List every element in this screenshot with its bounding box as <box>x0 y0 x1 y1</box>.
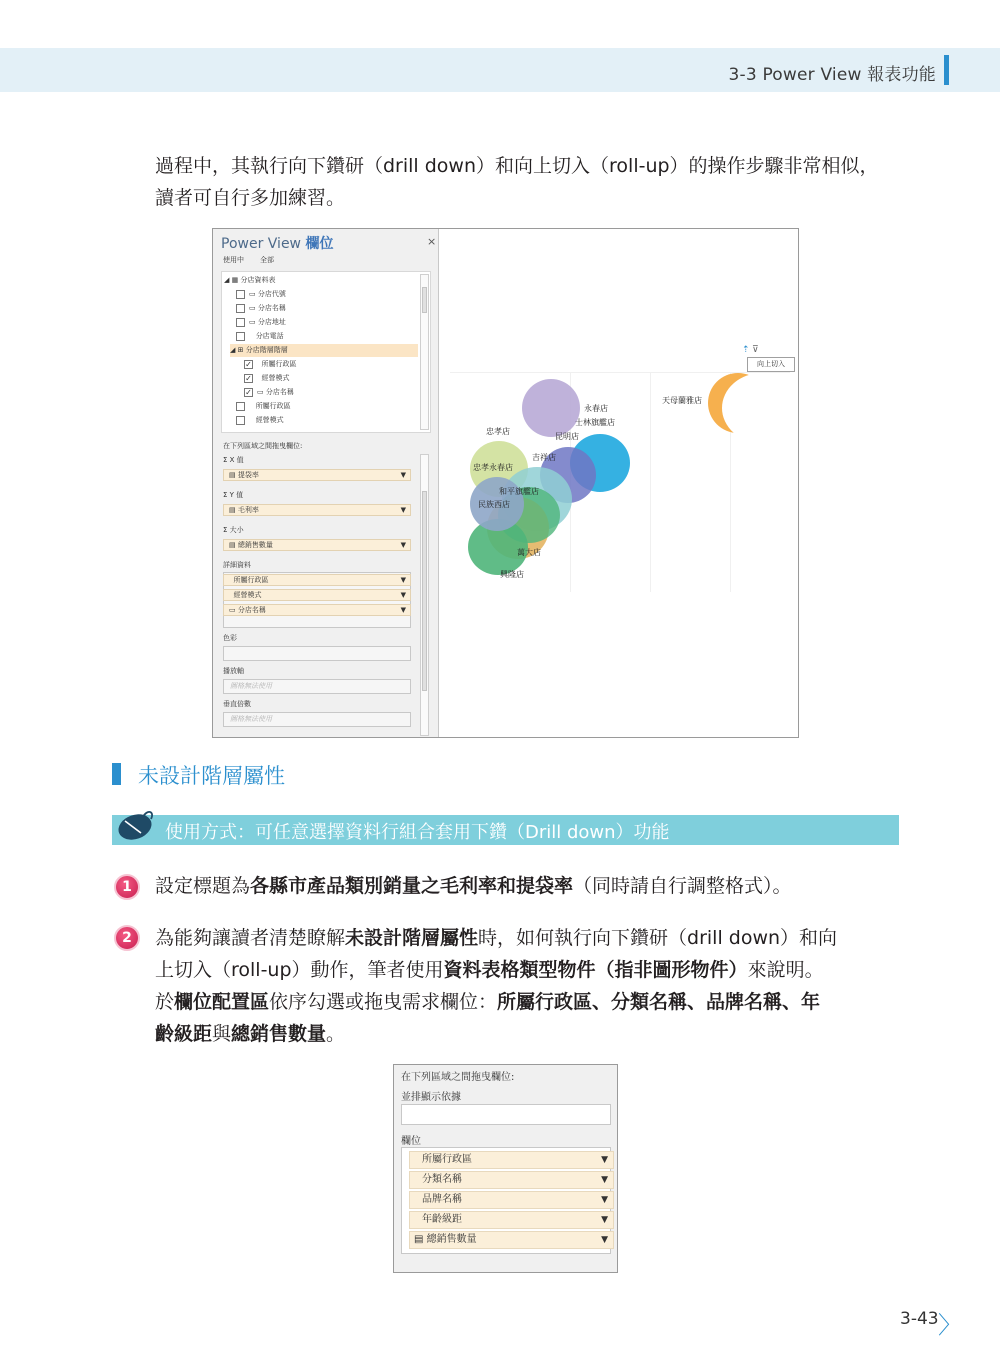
details-label: 詳細資料 <box>223 561 251 569</box>
bubble-label: 和平旗艦店 <box>499 487 539 496</box>
drag-area-label: 在下列區域之間拖曳欄位: <box>223 442 303 450</box>
chevron-down-icon: ▼ <box>400 606 406 614</box>
field-chip[interactable]: 年齡級距 ▼ <box>409 1211 614 1229</box>
field-item[interactable]: ✓ 經營模式 <box>245 373 290 383</box>
chevron-down-icon: ▼ <box>601 1235 608 1245</box>
field-item[interactable]: ✓ ▭ 分店名稱 <box>245 387 294 397</box>
drag-area-label: 在下列區域之間拖曳欄位: <box>401 1072 515 1083</box>
chart-clip <box>722 373 799 443</box>
chevron-down-icon: ▼ <box>400 471 406 479</box>
intro-line-1: 過程中，其執行向下鑽研（drill down）和向上切入（roll-up）的操作步驟非常相似， <box>155 155 879 177</box>
size-field[interactable]: ▤ 總銷售數量 ▼ <box>223 539 411 551</box>
power-view-screenshot <box>212 228 799 738</box>
mouse-icon <box>115 805 159 841</box>
intro-line-2: 讀者可自行多加練習。 <box>155 187 346 209</box>
tile-by-label: 並排顯示依據 <box>401 1092 461 1103</box>
field-list-scrollbar[interactable] <box>420 274 429 430</box>
field-item[interactable]: ▭ 分店地址 <box>236 316 286 329</box>
y-value-field[interactable]: ▤ 毛利率 ▼ <box>223 504 411 516</box>
chevron-down-icon: ▼ <box>601 1155 608 1165</box>
chevron-down-icon: ▼ <box>601 1195 608 1205</box>
vertical-multiples-label: 垂直倍數 <box>223 700 251 708</box>
bubble-label: 天母蘭雅店 <box>662 396 702 405</box>
hierarchy-node[interactable]: ◢ ⊞ 分店階層階層 <box>230 344 418 357</box>
bubble-label: 士林旗艦店 <box>575 418 615 427</box>
color-label: 色彩 <box>223 634 237 642</box>
bubble-yongchun[interactable] <box>522 379 580 437</box>
step-number-1: 1 <box>114 874 140 900</box>
drill-up-arrow-icon[interactable]: ⇡ <box>742 345 750 355</box>
field-layout-screenshot <box>393 1064 618 1273</box>
fields-pane-tabs <box>223 255 290 265</box>
step-2-line-3: 於欄位配置區依序勾選或拖曳需求欄位：所屬行政區、分類名稱、品牌名稱、年 <box>155 991 821 1013</box>
chevron-right-icon: 〉 <box>938 1311 962 1339</box>
field-item[interactable]: ▭ 分店代號 <box>236 288 286 301</box>
tab-all[interactable]: 全部 <box>260 256 274 264</box>
tab-active[interactable]: 使用中 <box>223 256 244 264</box>
section-title: 未設計階層屬性 <box>138 764 285 788</box>
field-item[interactable]: ✓ 所屬行政區 <box>245 359 297 369</box>
chevron-down-icon: ▼ <box>601 1215 608 1225</box>
usage-text: 使用方式：可任意選擇資料行組合套用下鑽（Drill down）功能 <box>165 822 670 843</box>
section-marker <box>112 763 121 785</box>
field-chip[interactable]: ▤ 總銷售數量 ▼ <box>409 1231 614 1249</box>
vertical-multiples-well: 圖格無法使用 <box>223 712 411 727</box>
chevron-down-icon: ▼ <box>400 541 406 549</box>
header-accent-bar <box>944 55 949 85</box>
y-value-label: Σ Y 值 <box>223 491 244 499</box>
fields-label: 欄位 <box>401 1136 421 1147</box>
bubble-label: 昆明店 <box>555 432 579 441</box>
size-label: Σ 大小 <box>223 526 244 534</box>
step-2-line-4: 齡級距與總銷售數量。 <box>155 1023 346 1045</box>
running-header: 3-3 Power View 報表功能 <box>728 65 936 85</box>
tile-by-well[interactable] <box>401 1104 611 1125</box>
fields-pane <box>213 229 439 737</box>
x-value-label: Σ X 值 <box>223 456 244 464</box>
step-1-text: 設定標題為各縣市產品類別銷量之毛利率和提袋率（同時請自行調整格式）。 <box>155 875 792 897</box>
field-chip[interactable]: 品牌名稱 ▼ <box>409 1191 614 1209</box>
bubble-chart <box>440 229 798 737</box>
field-item[interactable]: 分店電話 <box>236 330 284 343</box>
table-node[interactable]: ◢ ▦ 分店資料表 <box>224 276 276 284</box>
field-item[interactable]: ▭ 分店名稱 <box>236 302 286 315</box>
page-number: 3-43 <box>900 1309 939 1329</box>
field-chip[interactable]: 分類名稱 ▼ <box>409 1171 614 1189</box>
bubble-label: 永春店 <box>584 404 608 413</box>
step-2-line-2: 上切入（roll-up）動作，筆者使用資料表格類型物件（指非圖形物件）來說明。 <box>155 959 824 981</box>
field-list <box>221 271 431 433</box>
fields-pane-title: Power View 欄位 <box>221 236 334 252</box>
chevron-down-icon: ▼ <box>400 591 406 599</box>
field-item[interactable]: 經營模式 <box>236 414 284 427</box>
color-well[interactable] <box>223 646 411 661</box>
chevron-down-icon: ▼ <box>601 1175 608 1185</box>
close-icon[interactable]: × <box>427 235 437 248</box>
step-2-line-1: 為能夠讓讀者清楚瞭解未設計階層屬性時，如何執行向下鑽研（drill down）和向 <box>155 927 838 949</box>
x-value-field[interactable]: ▤ 提袋率 ▼ <box>223 469 411 481</box>
bubble-label: 忠孝永春店 <box>473 463 513 472</box>
bubble-label: 吉祥店 <box>532 453 556 462</box>
bubble-label: 興隆店 <box>500 570 524 579</box>
field-chip[interactable]: 所屬行政區 ▼ <box>409 1151 614 1169</box>
wells-scrollbar[interactable] <box>420 454 429 736</box>
details-field[interactable]: 經營模式 ▼ <box>223 589 411 601</box>
bubble-label: 忠孝店 <box>486 427 510 436</box>
field-item[interactable]: 所屬行政區 <box>236 400 291 413</box>
play-axis-well: 圖格無法使用 <box>223 679 411 694</box>
filter-icon[interactable]: ⊽ <box>752 345 759 355</box>
step-number-2: 2 <box>114 925 140 951</box>
details-field[interactable]: ▭ 分店名稱 ▼ <box>223 604 411 616</box>
chevron-down-icon: ▼ <box>400 506 406 514</box>
details-field[interactable]: 所屬行政區 ▼ <box>223 574 411 586</box>
gridline <box>650 372 651 592</box>
bubble-label: 萬大店 <box>517 548 541 557</box>
play-axis-label: 播放軸 <box>223 667 244 675</box>
roll-up-button[interactable]: 向上切入 <box>747 357 795 372</box>
chevron-down-icon: ▼ <box>400 576 406 584</box>
fields-well <box>401 1147 611 1254</box>
bubble-label: 民族西店 <box>478 500 510 509</box>
